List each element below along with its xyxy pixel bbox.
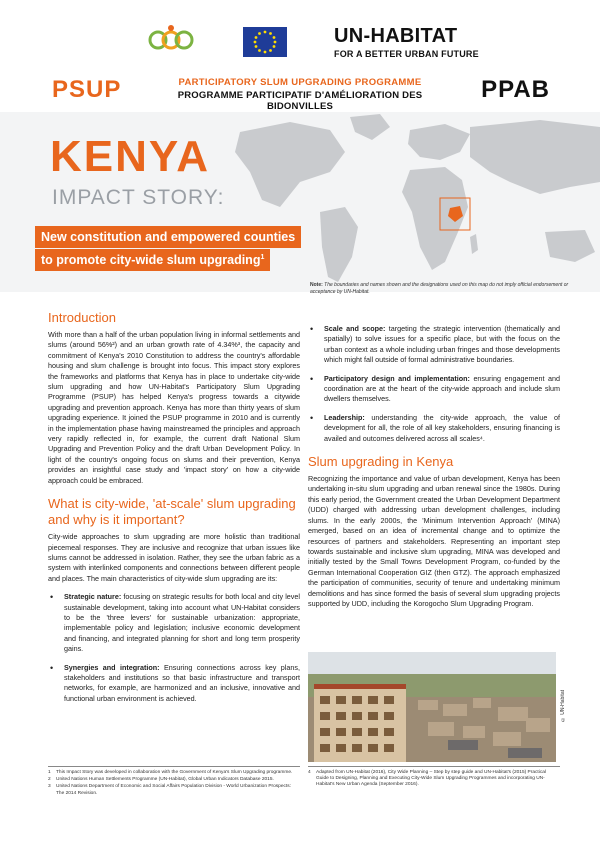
headline-line-1: New constitution and empowered counties [35, 226, 301, 248]
intro-body: With more than a half of the urban population living in informal settlements and slums (around 56%²) and an urban growth rate of 4.34%³, the capacity and commitment of Kenya's 2010 Constitution to address the country's affordable housing and slum challenge is brought into focus. This impact story explores the frameworks and platforms that Kenya has in place to undertake city-wide slum upgrading and how UN-Habitat's Participatory Slum Upgrading Programme (PSUP) has helped Kenya's progress towards a citywide upgrading and prevention approach. Kenya has more than thirty years of slum upgrading experience. It joined the PSUP programme in 2010 and is currently in the implementation phase having mainstreamed the principles and approach very rapidly reflected in, for example, the current draft National Slum Upgrading and Prevention Policy and the draft Urban Development Policy. In light of the country's ongoing focus on slums and their prevention, Kenya provides an insightful case study and 'impact story' on how a city-wide approach could be embraced. [48, 330, 300, 485]
list-item [308, 374, 560, 405]
un-habitat-name: UN-HABITAT [334, 25, 458, 47]
footnote [48, 777, 300, 783]
kenya-section-title: Slum upgrading in Kenya [308, 454, 454, 470]
footnote-text: Adapted from UN-Habitat (2016), City Wide Planning – Step by step guide and UN-Habitat's (2015) Practical Guide to Designing, Planning and Executing City-Wide Slum Upgrading Programmes and incorporating UN-Habitat's New Urban Agenda (September 2016). [316, 770, 546, 788]
programme-title-en: PARTICIPATORY SLUM UPGRADING PROGRAMME [178, 77, 422, 88]
bullet-text: ensuring engagement and coordination are at the heart of the city-wide approach and include slum dwellers themselves. [324, 373, 560, 404]
impact-story-subtitle: IMPACT STORY: [52, 186, 225, 209]
slum-photo [308, 652, 556, 762]
left-column [48, 310, 300, 704]
bullet-icon: • [50, 592, 54, 603]
footnote-number: 2 [48, 777, 51, 783]
bullet-text: focusing on strategic results for both local and city level sustainable development, taking into account what UN-Habitat considers to be the 'three levers' for sustainable urbanization: appropriate, implementable policy and legislation; inclusive economic development and financing, and integrated planning for short and long term prosperity gains. [64, 592, 300, 654]
bullet-label: Scale and scope: [324, 324, 386, 333]
bullet-label: Synergies and integration: [64, 662, 160, 672]
ppab-label: PPAB [481, 76, 550, 103]
footnote-text: United Nations Department of Economic and Social Affairs Population Division - World Urbanization Prospects: The 2014 Revision. [56, 784, 291, 796]
right-column [308, 310, 560, 609]
bullet-text: targeting the strategic intervention (thematically and spatially) to solve issues for a specific place, but with the focus on the urban context as a whole including urban fringes and those developments which might fall outside of formal administrative boundaries. [324, 324, 560, 365]
citywide-body: City-wide approaches to slum upgrading are more holistic than traditional piecemeal responses. They are inclusive and recognize that urban issues like slums cannot be addressed in isolation. Rather, they see the urban fabric as a system with interlinked components and connections between different people and places. The main characteristics of city-wide slum upgrading are its: [48, 532, 300, 583]
map-note-label: Note: [310, 282, 323, 288]
bullet-icon: • [310, 373, 314, 384]
footnotes-left [48, 766, 300, 798]
headline-line-2 [35, 249, 270, 271]
country-title: KENYA [50, 132, 210, 181]
headline-line-2-text: to promote city-wide slum upgrading [41, 253, 261, 267]
list-item [308, 324, 560, 366]
list-item [48, 663, 300, 705]
footnote [48, 784, 300, 796]
un-habitat-logo [334, 26, 574, 62]
list-item [308, 413, 560, 444]
bullet-icon: • [310, 412, 314, 423]
footnote [308, 770, 560, 789]
footnote-text: This Impact Story was developed in collaboration with the Government of Kenya's Slum Upgrading programme. [56, 770, 293, 775]
footnote-number: 1 [48, 770, 51, 775]
bullet-icon: • [310, 324, 314, 334]
list-item [48, 592, 300, 654]
footnote-number: 4 [308, 770, 311, 775]
logo-bar [0, 18, 600, 64]
programme-bar [0, 74, 600, 112]
bullet-icon: • [50, 662, 54, 673]
footnotes-right [308, 766, 560, 790]
map-note-text: The boundaries and names shown and the designations used on this map do not imply official endorsement or acceptance by UN-Habitat. [310, 282, 569, 295]
eu-flag-logo [243, 27, 287, 57]
headline-footnote-ref: 1 [260, 253, 265, 261]
map-disclaimer [310, 282, 570, 296]
footnote [48, 770, 300, 776]
intro-title: Introduction [48, 310, 116, 325]
bullet-label: Leadership: [324, 412, 365, 422]
footnote-text: United Nations Human Settlements Programme (UN-Habitat), Global Urban Indicators Database 2015. [56, 777, 274, 783]
citywide-title: What is city-wide, 'at-scale' slum upgrading and why is it important? [48, 496, 296, 528]
bullet-label: Strategic nature: [64, 592, 122, 602]
photo-credit: © UN-Habitat [560, 690, 566, 723]
bullet-label: Participatory design and implementation: [324, 373, 470, 383]
aco-logo [148, 22, 194, 58]
footnote-number: 3 [48, 784, 51, 790]
bullet-text: Ensuring connections across key plans, stakeholders and institutions so that basic infrastructure and transport networks, for example, are harmonized and an inclusive, innovative and functional urban environment is achieved. [64, 662, 300, 703]
programme-title-fr: PROGRAMME PARTICIPATIF D'AMÉLIORATION DES BIDONVILLES [177, 90, 423, 112]
kenya-section-body: Recognizing the importance and value of urban development, Kenya has been undertaking in-situ slum upgrading and urban renewal since the 1980s. During this early period, the Government created the Urban Development Department (UDD) charged with addressing urban development challenges, including slums. In the early 2000s, the 'Minimum Intervention Approach' (MINA) emerged, based on an idea of incremental change and to optimize the resources of partners and stakeholders. Representing an important step towards sustainable and inclusive slum upgrading, MINA was developed and initially tested by the Small Towns Development Program, co-funded by the German International Cooperation GIZ (then GTZ). The approach emphasized the participation of communities, security of tenure and undertaking minimum demolitions and has since formed the basis of several slum upgrading projects supported by UDD, including the Korogocho Slum Upgrading Program. [308, 474, 560, 608]
bullet-text: understanding the city-wide approach, the value of development for all, the role of all key stakeholders, ensuring financing is availed and outcomes delivered across all scales⁴. [324, 412, 561, 443]
un-habitat-tagline: FOR A BETTER URBAN FUTURE [334, 49, 479, 59]
psup-label: PSUP [52, 76, 122, 103]
